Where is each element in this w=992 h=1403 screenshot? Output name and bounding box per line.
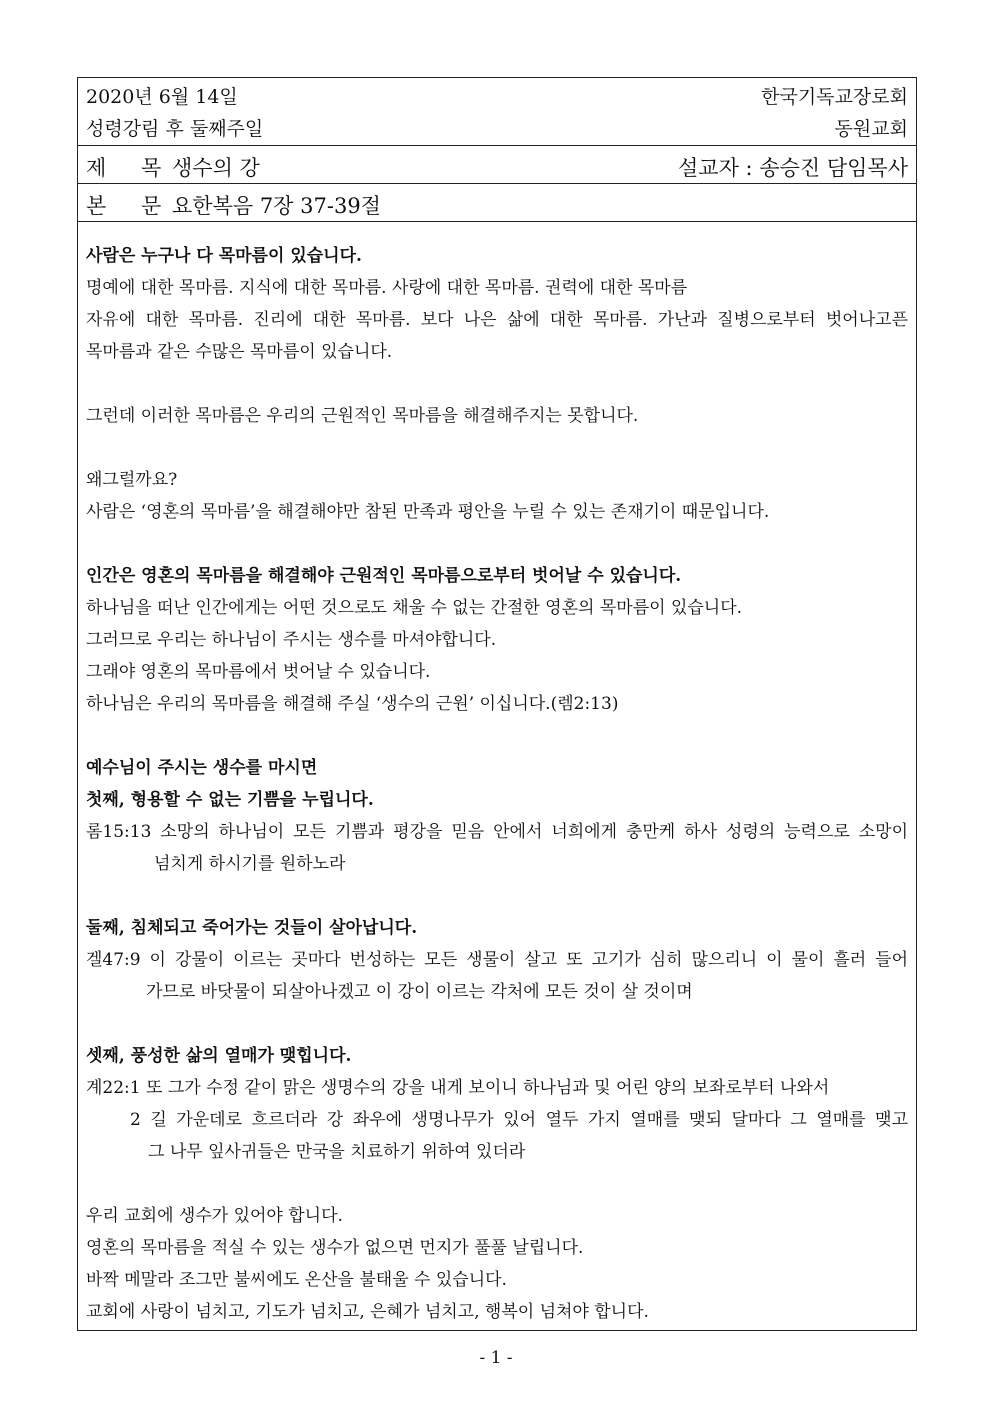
verse-line: 가므로 바닷물이 되살아나겠고 이 강이 이르는 각처에 모든 것이 살 것이며: [146, 982, 693, 1002]
verse-line: 넘치게 하시기를 원하노라: [154, 854, 346, 874]
scripture-row: [78, 184, 916, 222]
section-heading: 셋째, 풍성한 삶의 열매가 맺힙니다.: [86, 1046, 352, 1066]
body-line: 명예에 대한 목마름. 지식에 대한 목마름. 사랑에 대한 목마름. 권력에 대한 목마름: [86, 278, 688, 298]
preacher-name: 송승진 담임목사: [759, 156, 908, 180]
title-row: [78, 146, 916, 184]
title-label: 제 목: [86, 156, 176, 180]
verse-line: 계22:1 또 그가 수정 같이 맑은 생명수의 강을 내게 보이니 하나님과 및 어린 양의 보좌로부터 나와서: [86, 1078, 830, 1098]
preacher-line: [678, 152, 908, 182]
section-heading: 둘째, 침체되고 죽어가는 것들이 살아납니다.: [86, 918, 418, 938]
sermon-body: [86, 240, 908, 1328]
church-name: 동원교회: [834, 118, 908, 140]
page-number: - 1 -: [479, 1348, 513, 1368]
scripture-reference: 요한복음 7장 37-39절: [172, 194, 381, 218]
body-line: 바짝 메말라 조그만 불씨에도 온산을 불태울 수 있습니다.: [86, 1270, 507, 1290]
body-line: 그런데 이러한 목마름은 우리의 근원적인 목마름을 해결해주지는 못합니다.: [86, 406, 639, 426]
sermon-title: 생수의 강: [172, 156, 260, 180]
body-line: 자유에 대한 목마름. 진리에 대한 목마름. 보다 나은 삶에 대한 목마름. 가난과 질병으로부터 벗어나고픈: [86, 310, 908, 330]
body-line: 왜그럴까요?: [86, 470, 178, 490]
section-heading: 예수님이 주시는 생수를 마시면: [86, 758, 318, 778]
section-heading: 인간은 영혼의 목마름을 해결해야 근원적인 목마름으로부터 벗어날 수 있습니다.: [86, 566, 682, 586]
preacher-label: 설교자 :: [678, 156, 753, 180]
sermon-date: 2020년 6월 14일: [86, 86, 238, 108]
header-info-row: [78, 78, 916, 146]
section-heading: 사람은 누구나 다 목마름이 있습니다.: [86, 246, 362, 266]
scripture-label: 본 문: [86, 194, 176, 218]
body-line: 교회에 사랑이 넘치고, 기도가 넘치고, 은혜가 넘치고, 행복이 넘쳐야 합니다.: [86, 1302, 649, 1322]
verse-line: 그 나무 잎사귀들은 만국을 치료하기 위하여 있더라: [148, 1142, 526, 1162]
section-heading: 첫째, 형용할 수 없는 기쁨을 누립니다.: [86, 790, 374, 810]
body-line: 하나님은 우리의 목마름을 해결해 주실 ‘생수의 근원’ 이십니다.(렘2:13): [86, 694, 619, 714]
sermon-frame: [77, 77, 917, 1331]
body-line: 하나님을 떠난 인간에게는 어떤 것으로도 채울 수 없는 간절한 영혼의 목마름이 있습니다.: [86, 598, 743, 618]
verse-line: 2 길 가운데로 흐르더라 강 좌우에 생명나무가 있어 열두 가지 열매를 맺되 달마다 그 열매를 맺고: [130, 1110, 908, 1130]
liturgical-week: 성령강림 후 둘째주일: [86, 118, 264, 140]
body-line: 우리 교회에 생수가 있어야 합니다.: [86, 1206, 343, 1226]
verse-line: 롬15:13 소망의 하나님이 모든 기쁨과 평강을 믿음 안에서 너희에게 충만케 하사 성령의 능력으로 소망이: [86, 822, 908, 842]
verse-line: 겔47:9 이 강물이 이르는 곳마다 번성하는 모든 생물이 살고 또 고기가 심히 많으리니 이 물이 흘러 들어: [86, 950, 908, 970]
body-line: 그러므로 우리는 하나님이 주시는 생수를 마셔야합니다.: [86, 630, 497, 650]
denomination: 한국기독교장로회: [761, 86, 908, 108]
body-line: 영혼의 목마름을 적실 수 있는 생수가 없으면 먼지가 풀풀 날립니다.: [86, 1238, 584, 1258]
body-line: 그래야 영혼의 목마름에서 벗어날 수 있습니다.: [86, 662, 431, 682]
body-line: 목마름과 같은 수많은 목마름이 있습니다.: [86, 342, 393, 362]
body-line: 사람은 ‘영혼의 목마름’을 해결해야만 참된 만족과 평안을 누릴 수 있는 존재기이 때문입니다.: [86, 502, 770, 522]
